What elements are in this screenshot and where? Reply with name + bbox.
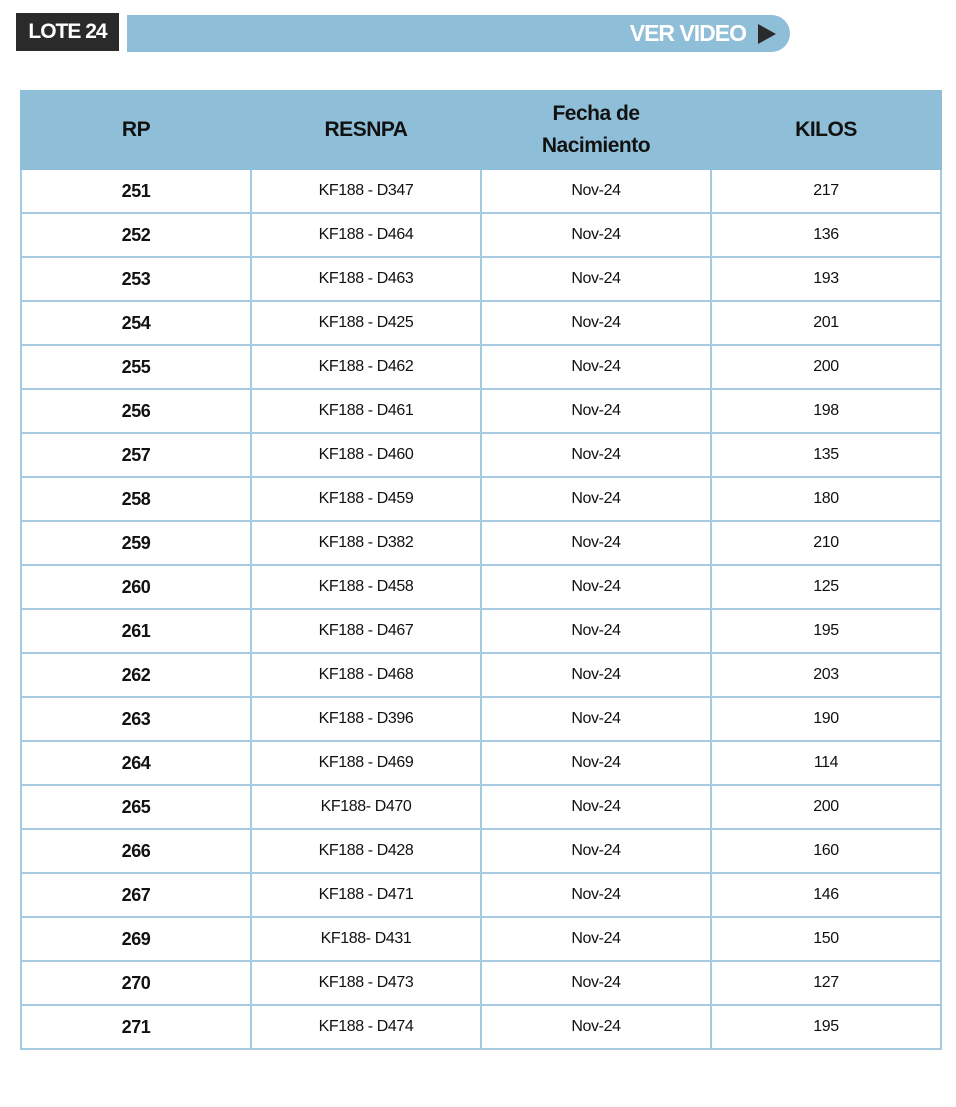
kilos-cell: 190 [711,697,941,741]
rp-cell: 266 [21,829,251,873]
fecha-cell: Nov-24 [481,829,711,873]
lote-label: LOTE 24 [28,20,107,43]
resnpa-cell: KF188 - D468 [251,653,481,697]
table-row [21,697,941,741]
resnpa-cell: KF188 - D469 [251,741,481,785]
resnpa-cell: KF188 - D459 [251,477,481,521]
ver-video-label: VER VIDEO [629,20,746,46]
fecha-cell: Nov-24 [481,477,711,521]
table-row [21,565,941,609]
table-row [21,873,941,917]
fecha-cell: Nov-24 [481,917,711,961]
resnpa-cell: KF188 - D462 [251,345,481,389]
kilos-cell: 195 [711,1005,941,1049]
fecha-cell: Nov-24 [481,433,711,477]
kilos-cell: 125 [711,565,941,609]
table-body [21,169,941,1049]
table-row [21,961,941,1005]
rp-cell: 261 [21,609,251,653]
resnpa-cell: KF188 - D463 [251,257,481,301]
table-row [21,213,941,257]
rp-cell: 269 [21,917,251,961]
play-icon [758,24,776,44]
table-row [21,829,941,873]
lote-badge [16,13,119,51]
rp-cell: 255 [21,345,251,389]
kilos-cell: 200 [711,345,941,389]
resnpa-cell: KF188 - D347 [251,169,481,213]
resnpa-cell: KF188 - D473 [251,961,481,1005]
table-row [21,609,941,653]
table-header-row [21,91,941,169]
column-header-fecha-de-nacimiento: Fecha de Nacimiento [481,91,711,169]
resnpa-cell: KF188 - D428 [251,829,481,873]
rp-cell: 264 [21,741,251,785]
fecha-cell: Nov-24 [481,1005,711,1049]
resnpa-cell: KF188 - D458 [251,565,481,609]
fecha-cell: Nov-24 [481,609,711,653]
table-row [21,741,941,785]
table-row [21,917,941,961]
resnpa-cell: KF188- D431 [251,917,481,961]
fecha-cell: Nov-24 [481,257,711,301]
table-row [21,345,941,389]
rp-cell: 259 [21,521,251,565]
column-header-resnpa: RESNPA [251,91,481,169]
resnpa-cell: KF188 - D461 [251,389,481,433]
rp-cell: 254 [21,301,251,345]
rp-cell: 257 [21,433,251,477]
table-row [21,257,941,301]
fecha-cell: Nov-24 [481,741,711,785]
fecha-cell: Nov-24 [481,565,711,609]
fecha-cell: Nov-24 [481,961,711,1005]
resnpa-cell: KF188 - D464 [251,213,481,257]
rp-cell: 260 [21,565,251,609]
column-header-rp: RP [21,91,251,169]
resnpa-cell: KF188 - D382 [251,521,481,565]
resnpa-cell: KF188 - D471 [251,873,481,917]
resnpa-cell: KF188 - D460 [251,433,481,477]
kilos-cell: 180 [711,477,941,521]
kilos-cell: 146 [711,873,941,917]
kilos-cell: 160 [711,829,941,873]
fecha-cell: Nov-24 [481,345,711,389]
rp-cell: 271 [21,1005,251,1049]
rp-cell: 267 [21,873,251,917]
table-row [21,433,941,477]
table-row [21,1005,941,1049]
table-row [21,169,941,213]
rp-cell: 258 [21,477,251,521]
fecha-cell: Nov-24 [481,389,711,433]
column-header-kilos: KILOS [711,91,941,169]
kilos-cell: 150 [711,917,941,961]
kilos-cell: 135 [711,433,941,477]
kilos-cell: 127 [711,961,941,1005]
fecha-cell: Nov-24 [481,213,711,257]
kilos-cell: 114 [711,741,941,785]
ver-video-button[interactable] [127,15,790,52]
resnpa-cell: KF188 - D467 [251,609,481,653]
fecha-cell: Nov-24 [481,301,711,345]
table-row [21,521,941,565]
fecha-cell: Nov-24 [481,169,711,213]
fecha-cell: Nov-24 [481,521,711,565]
kilos-cell: 198 [711,389,941,433]
kilos-cell: 136 [711,213,941,257]
kilos-cell: 203 [711,653,941,697]
kilos-cell: 193 [711,257,941,301]
table-row [21,477,941,521]
rp-cell: 251 [21,169,251,213]
kilos-cell: 210 [711,521,941,565]
resnpa-cell: KF188- D470 [251,785,481,829]
kilos-cell: 200 [711,785,941,829]
kilos-cell: 195 [711,609,941,653]
fecha-cell: Nov-24 [481,653,711,697]
rp-cell: 256 [21,389,251,433]
rp-cell: 253 [21,257,251,301]
rp-cell: 252 [21,213,251,257]
rp-cell: 265 [21,785,251,829]
fecha-cell: Nov-24 [481,785,711,829]
rp-cell: 262 [21,653,251,697]
table-row [21,785,941,829]
resnpa-cell: KF188 - D474 [251,1005,481,1049]
kilos-cell: 201 [711,301,941,345]
resnpa-cell: KF188 - D396 [251,697,481,741]
lote-table [20,90,942,1050]
kilos-cell: 217 [711,169,941,213]
rp-cell: 270 [21,961,251,1005]
table-row [21,301,941,345]
rp-cell: 263 [21,697,251,741]
table-row [21,389,941,433]
table-row [21,653,941,697]
fecha-cell: Nov-24 [481,697,711,741]
resnpa-cell: KF188 - D425 [251,301,481,345]
fecha-cell: Nov-24 [481,873,711,917]
